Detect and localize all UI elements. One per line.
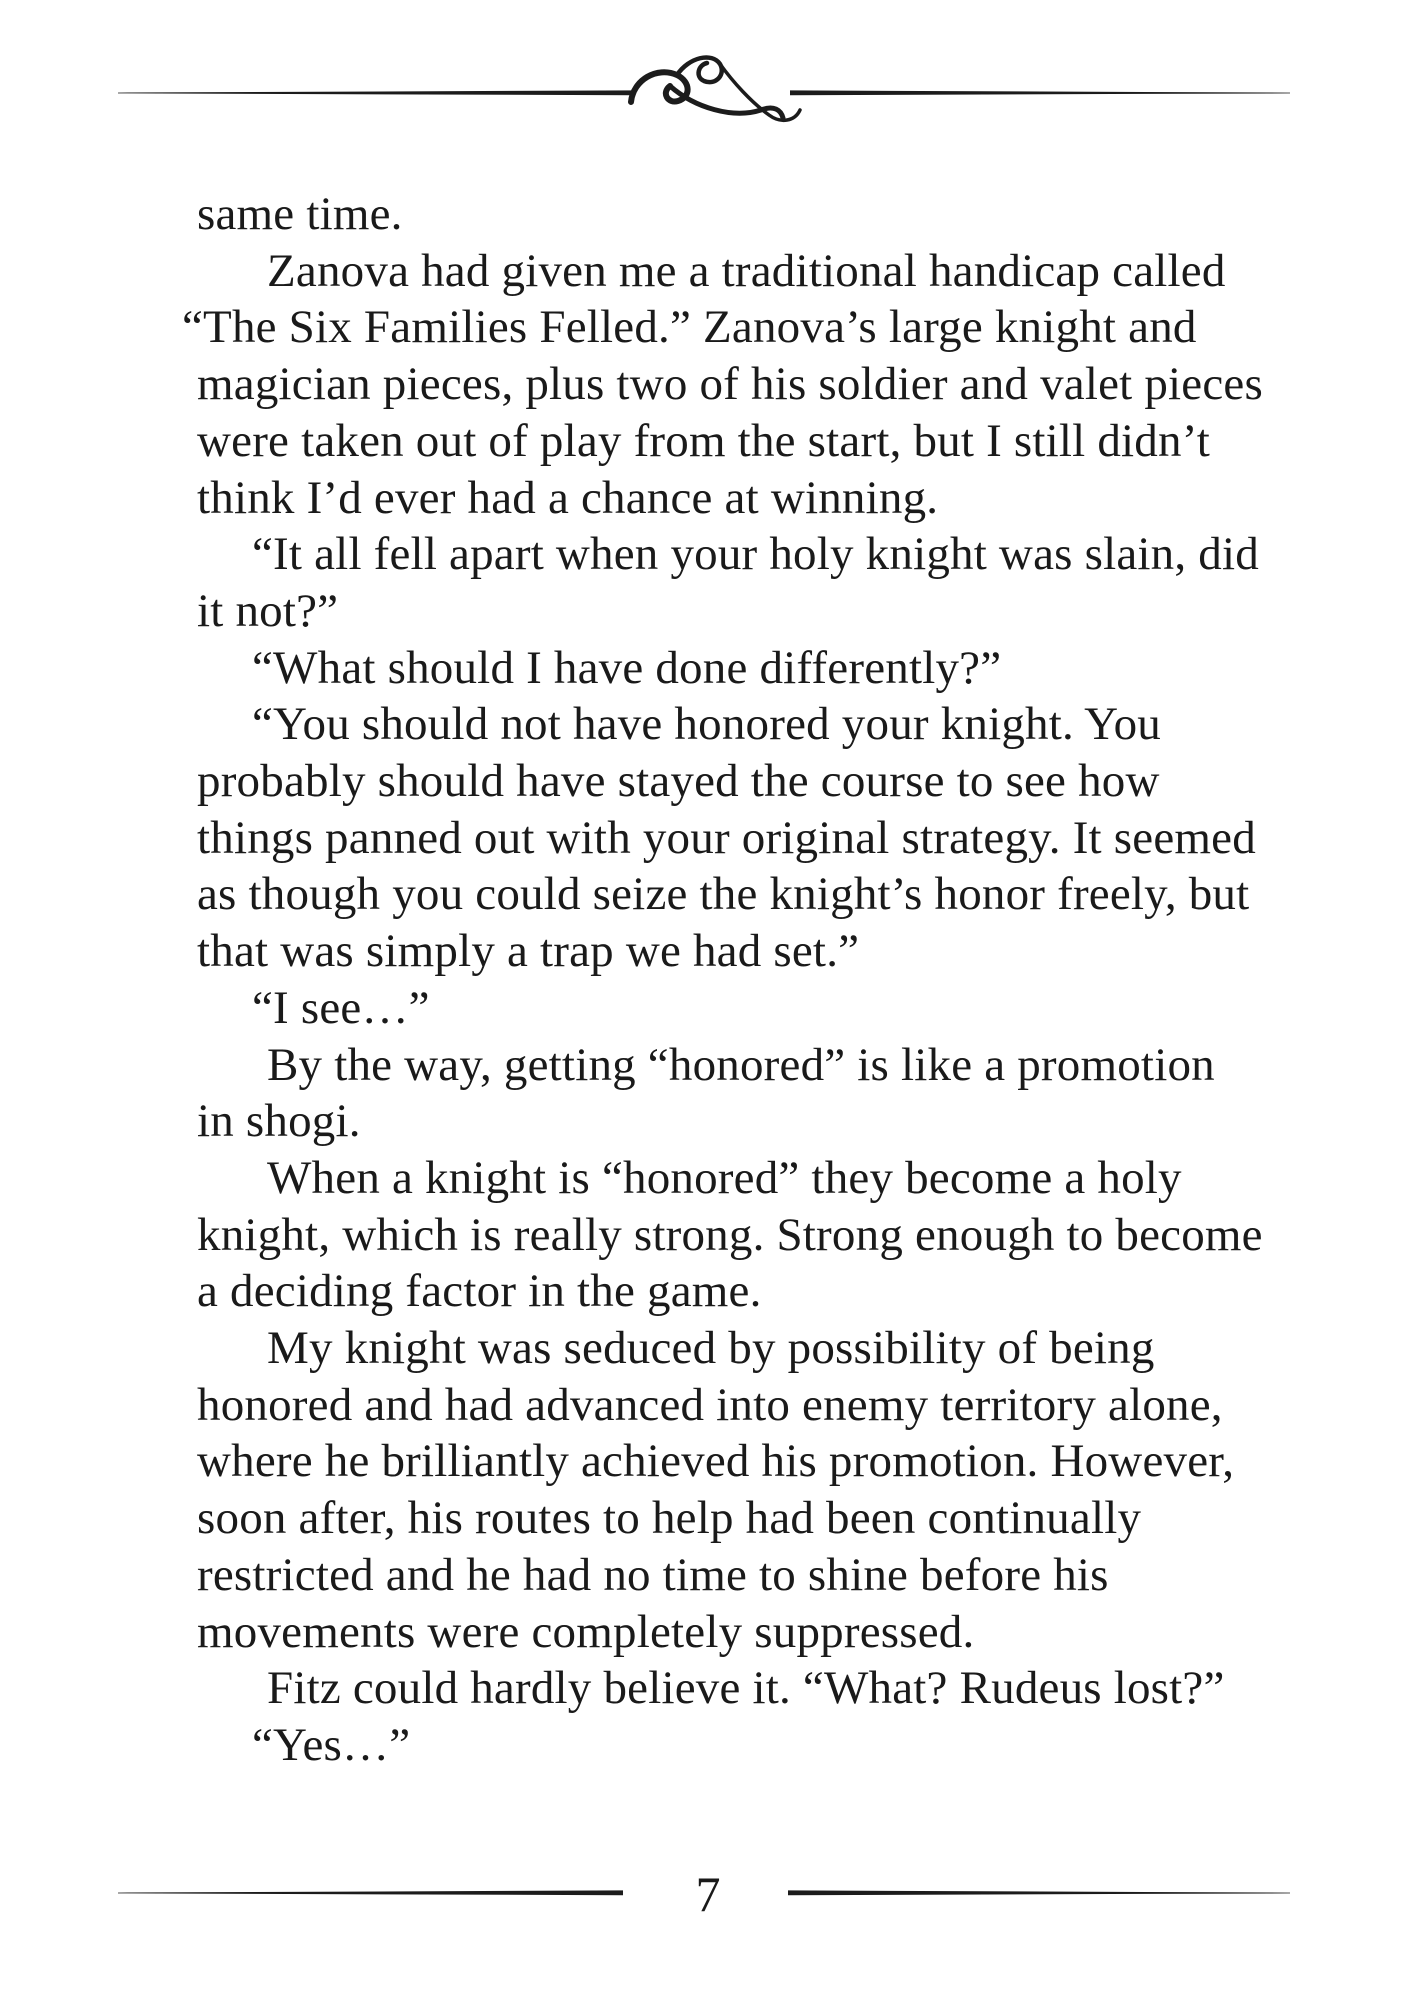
body-text — [182, 186, 1357, 1774]
text-line: When a knight is “honored” they become a holy — [267, 1151, 1182, 1204]
text-line: soon after, his routes to help had been continually — [197, 1492, 1142, 1545]
text-line: magician pieces, plus two of his soldier and valet pieces — [197, 358, 1263, 411]
text-line: knight, which is really strong. Strong enough to become — [197, 1208, 1263, 1261]
text-line: My knight was seduced by possibility of being — [267, 1322, 1155, 1375]
text-line: honored and had advanced into enemy territory alone, — [197, 1378, 1223, 1431]
page-number: 7 — [695, 1866, 721, 1922]
footer-rule-right — [788, 1890, 1290, 1896]
text-line: “You should not have honored your knight. You — [252, 698, 1161, 751]
text-line: were taken out of play from the start, but I still didn’t — [197, 414, 1210, 467]
text-line: probably should have stayed the course to see how — [197, 755, 1160, 808]
text-line: it not?” — [197, 584, 339, 637]
text-line: think I’d ever had a chance at winning. — [197, 471, 939, 524]
text-line: Fitz could hardly believe it. “What? Rudeus lost?” — [267, 1662, 1225, 1715]
text-line: “It all fell apart when your holy knight was slain, did — [252, 528, 1259, 581]
text-line: in shogi. — [197, 1095, 361, 1148]
text-line: By the way, getting “honored” is like a promotion — [267, 1038, 1215, 1091]
text-line: movements were completely suppressed. — [197, 1605, 975, 1658]
footer-rule-left — [118, 1890, 623, 1896]
header-rule-left — [118, 90, 634, 96]
text-line: Zanova had given me a traditional handicap called — [267, 244, 1226, 297]
text-line: where he brilliantly achieved his promotion. However, — [197, 1435, 1235, 1488]
text-line: “Yes…” — [252, 1718, 411, 1771]
header-rule-right — [790, 90, 1290, 96]
text-line: “The Six Families Felled.” Zanova’s large knight and — [182, 301, 1197, 354]
text-line: as though you could seize the knight’s honor freely, but — [197, 868, 1250, 921]
text-line: “What should I have done differently?” — [252, 641, 1002, 694]
text-line: “I see…” — [252, 981, 430, 1034]
flourish-ornament-icon — [625, 44, 805, 138]
text-line: things panned out with your original strategy. It seemed — [197, 811, 1256, 864]
text-line: a deciding factor in the game. — [197, 1265, 762, 1318]
text-line: that was simply a trap we had set.” — [197, 925, 860, 978]
text-line: same time. — [197, 188, 403, 240]
text-line: restricted and he had no time to shine before his — [197, 1548, 1109, 1601]
